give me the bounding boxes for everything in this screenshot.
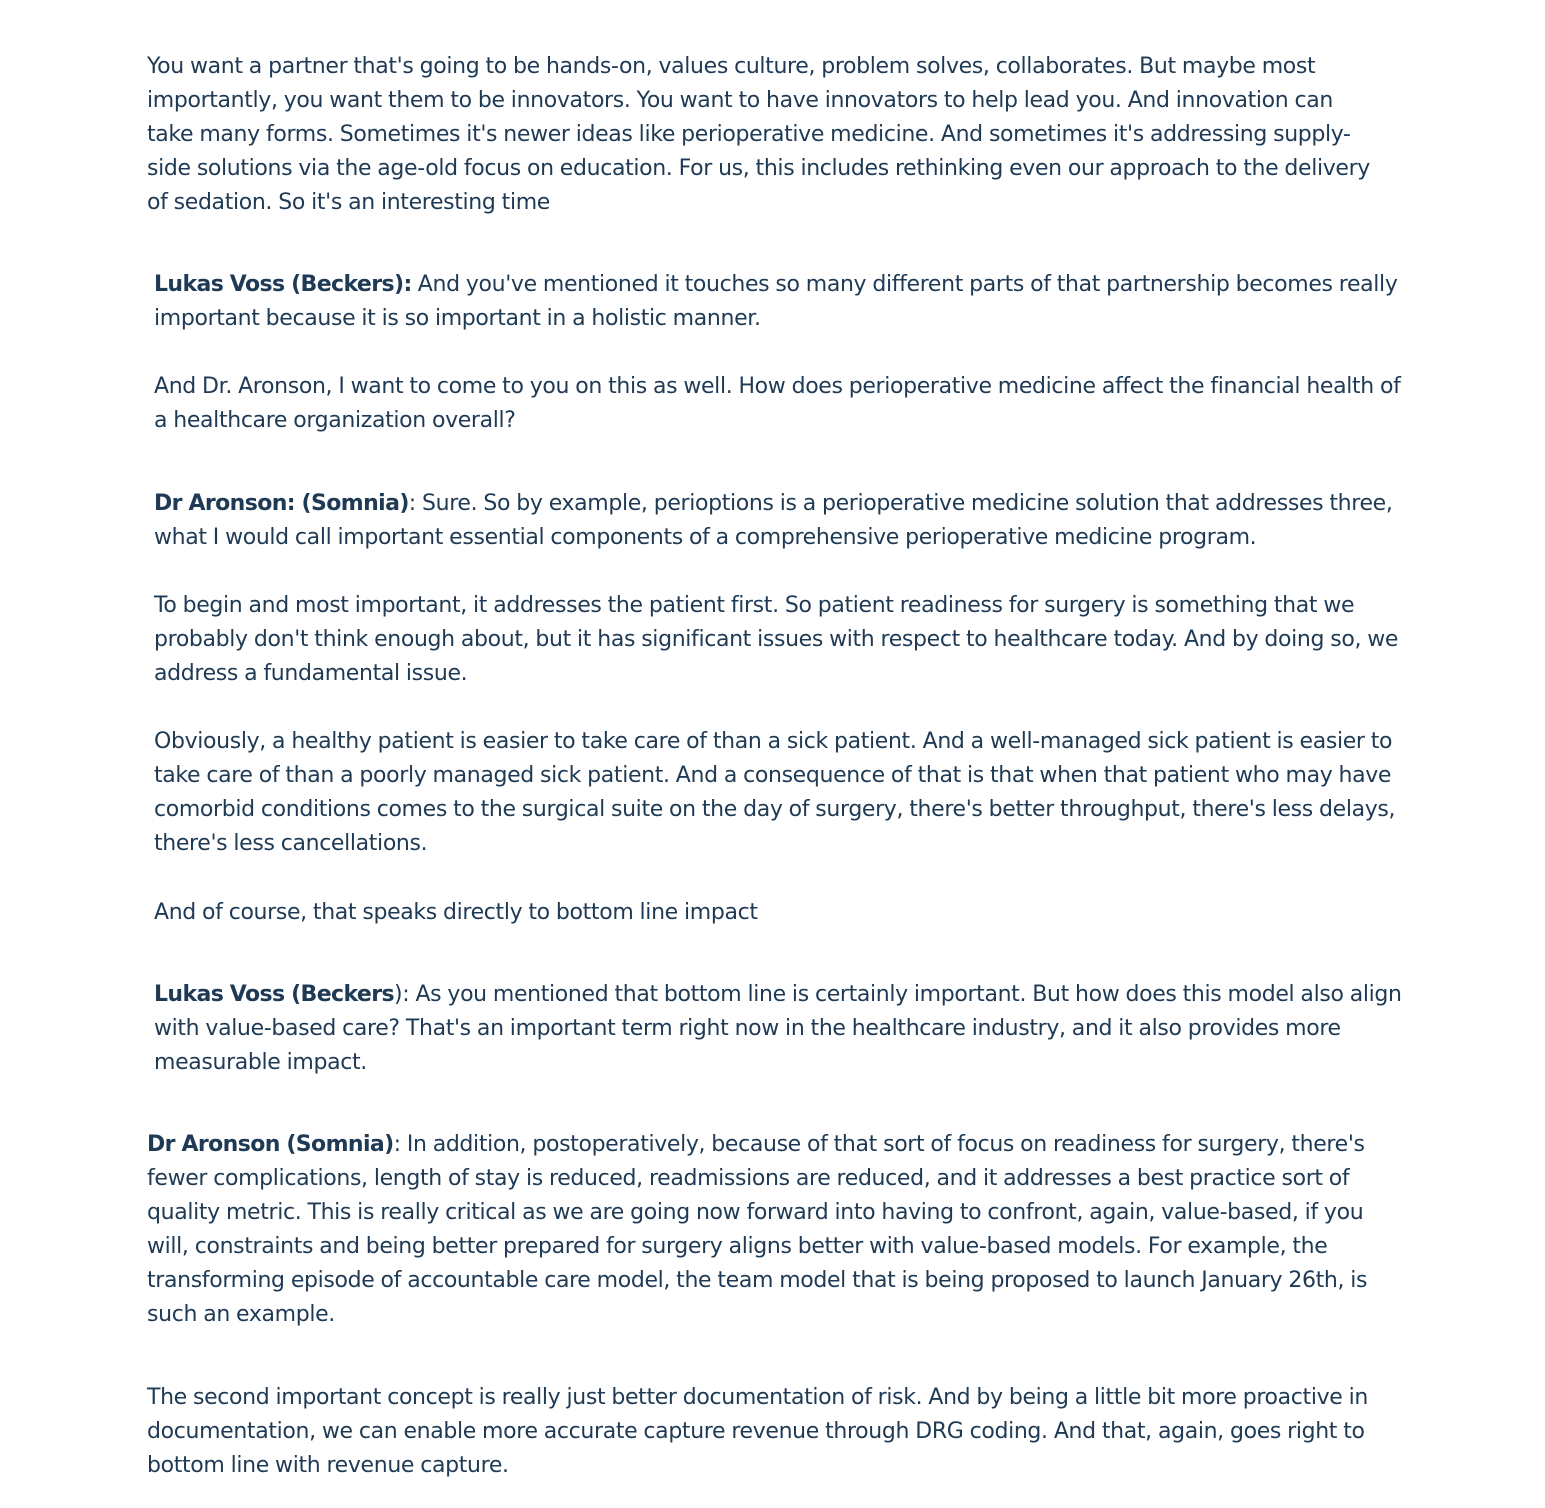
paragraph-aronson-answer-4 (154, 896, 1404, 930)
paragraph-text: : As you mentioned that bottom line is certainly important. But how does this model also align with value-based care? That's an important term right now in the healthcare industry, and it also provides more measurable impact. (154, 982, 1402, 1075)
paragraph-text: And you've mentioned it touches so many different parts of that partnership becomes really important because it is so important in a holistic manner. (154, 272, 1398, 331)
speaker-label: Lukas Voss (Beckers (154, 982, 394, 1007)
paragraph-text: And of course, that speaks directly to bottom line impact (154, 900, 758, 925)
paragraph-intro (147, 50, 1377, 220)
speaker-label: Lukas Voss (Beckers): (154, 272, 412, 297)
paragraph-aronson-answer-2 (154, 589, 1404, 691)
paragraph-voss-question-2 (154, 370, 1404, 438)
paragraph-aronson-answer-6 (147, 1381, 1377, 1483)
speaker-label: Dr Aronson: (Somnia) (154, 491, 409, 516)
paragraph-text: The second important concept is really just better documentation of risk. And by being a little bit more proactive in documentation, we can enable more accurate capture revenue through DRG coding. And that, again, goes right to bottom line with revenue capture. (147, 1385, 1368, 1478)
speaker-label: Dr Aronson (Somnia) (147, 1132, 394, 1157)
paragraph-text: Obviously, a healthy patient is easier to take care of than a sick patient. And a well-managed sick patient is easier to take care of than a poorly managed sick patient. And a consequence of that is that when that patient who may have comorbid conditions comes to the surgical suite on the day of surgery, there's better throughput, there's less delays, there's less cancellations. (154, 729, 1396, 856)
paragraph-voss-question-1 (154, 268, 1404, 336)
paragraph-aronson-answer-5 (147, 1128, 1377, 1332)
paragraph-aronson-answer-3 (154, 725, 1404, 861)
paragraph-text: You want a partner that's going to be hands-on, values culture, problem solves, collaborates. But maybe most importantly, you want them to be innovators. You want to have innovators to help lead you. And innovation can take many forms. Sometimes it's newer ideas like perioperative medicine. And sometimes it's addressing supply-side solutions via the age-old focus on education. For us, this includes rethinking even our approach to the delivery of sedation. So it's an interesting time (147, 54, 1370, 215)
speaker-label-suffix: ) (394, 982, 403, 1007)
paragraph-aronson-answer-1 (154, 487, 1404, 555)
paragraph-text: : In addition, postoperatively, because of that sort of focus on readiness for surgery, there's fewer complications, length of stay is reduced, readmissions are reduced, and it addresses a best practice sort of quality metric. This is really critical as we are going now forward into having to confront, again, value-based, if you will, constraints and being better prepared for surgery aligns better with value-based models. For example, the transforming episode of accountable care model, the team model that is being proposed to launch January 26th, is such an example. (147, 1132, 1368, 1327)
paragraph-voss-question-3 (154, 978, 1404, 1080)
paragraph-text: : Sure. So by example, perioptions is a perioperative medicine solution that addresses three, what I would call important essential components of a comprehensive perioperative medicine program. (154, 491, 1393, 550)
paragraph-text: To begin and most important, it addresses the patient first. So patient readiness for surgery is something that we probably don't think enough about, but it has significant issues with respect to healthcare today. And by doing so, we address a fundamental issue. (154, 593, 1399, 686)
paragraph-text: And Dr. Aronson, I want to come to you on this as well. How does perioperative medicine affect the financial health of a healthcare organization overall? (154, 374, 1401, 433)
